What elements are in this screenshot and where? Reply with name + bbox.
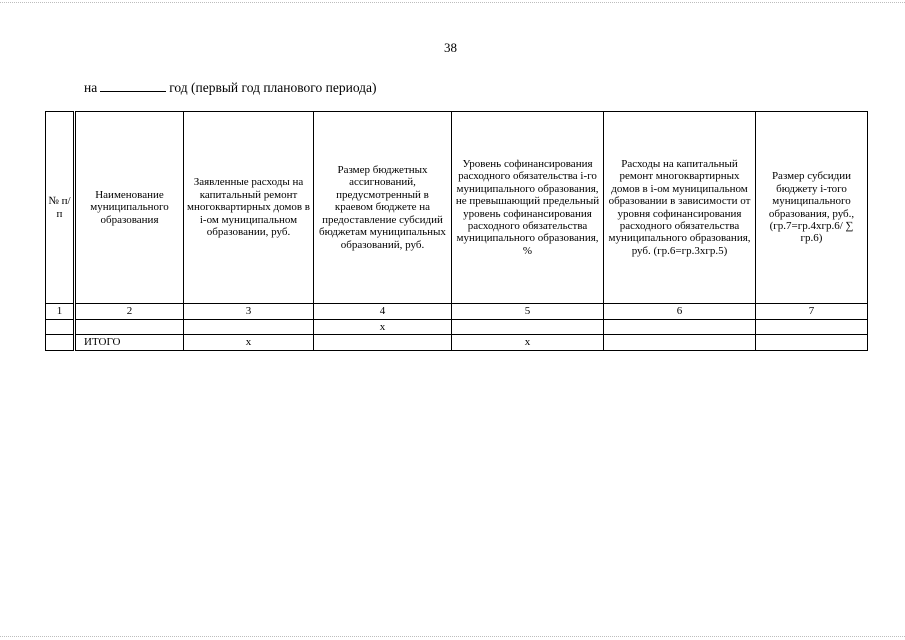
column-header-6: Расходы на капитальный ремонт многоквартирных домов в i-ом муниципальном образовании в зависимости от уровня софинансирования расходного обязательства муниципального образования, руб. (гр.6=гр.3хгр.5) (604, 112, 756, 304)
column-number: 5 (452, 304, 604, 320)
table-cell (314, 335, 452, 351)
page-number: 38 (444, 40, 457, 55)
subsidy-table (45, 111, 868, 351)
total-row (46, 335, 868, 351)
column-header-7: Размер субсидии бюджету i-того муниципального образования, руб., (гр.7=гр.4хгр.6/ ∑ гр.6) (756, 112, 868, 304)
year-blank-field (100, 79, 166, 92)
column-number-row (46, 304, 868, 320)
column-number: 7 (756, 304, 868, 320)
table-heading (84, 79, 377, 96)
table-cell (184, 320, 314, 335)
column-number: 2 (75, 304, 184, 320)
scan-edge-bottom (0, 636, 905, 638)
table-cell (756, 320, 868, 335)
table-cell (452, 320, 604, 335)
column-number: 1 (46, 304, 75, 320)
table-cell: х (452, 335, 604, 351)
column-header-2: Наименование муниципального образования (75, 112, 184, 304)
column-header-1: № п/п (46, 112, 75, 304)
scan-edge-top (0, 2, 905, 4)
heading-suffix: год (первый год планового периода) (169, 80, 377, 95)
table-cell (604, 335, 756, 351)
table-cell (604, 320, 756, 335)
column-header-3: Заявленные расходы на капитальный ремонт многоквартирных домов в i-ом муниципальном образовании, руб. (184, 112, 314, 304)
column-number: 6 (604, 304, 756, 320)
table-row (46, 320, 868, 335)
total-label: ИТОГО (75, 335, 184, 351)
table-cell (46, 320, 75, 335)
table-cell: х (184, 335, 314, 351)
table-cell (756, 335, 868, 351)
column-header-4: Размер бюджетных ассигнований, предусмотренный в краевом бюджете на предоставление субсидий бюджетам муниципальных образований, руб. (314, 112, 452, 304)
column-header-5: Уровень софинансирования расходного обязательства i-го муниципального образования, не превышающий предельный уровень софинансирования расходного обязательства муниципального образования, % (452, 112, 604, 304)
column-number: 3 (184, 304, 314, 320)
header-row (46, 112, 868, 304)
column-number: 4 (314, 304, 452, 320)
table-cell: х (314, 320, 452, 335)
table-cell (75, 320, 184, 335)
heading-prefix: на (84, 80, 98, 95)
table-cell (46, 335, 75, 351)
